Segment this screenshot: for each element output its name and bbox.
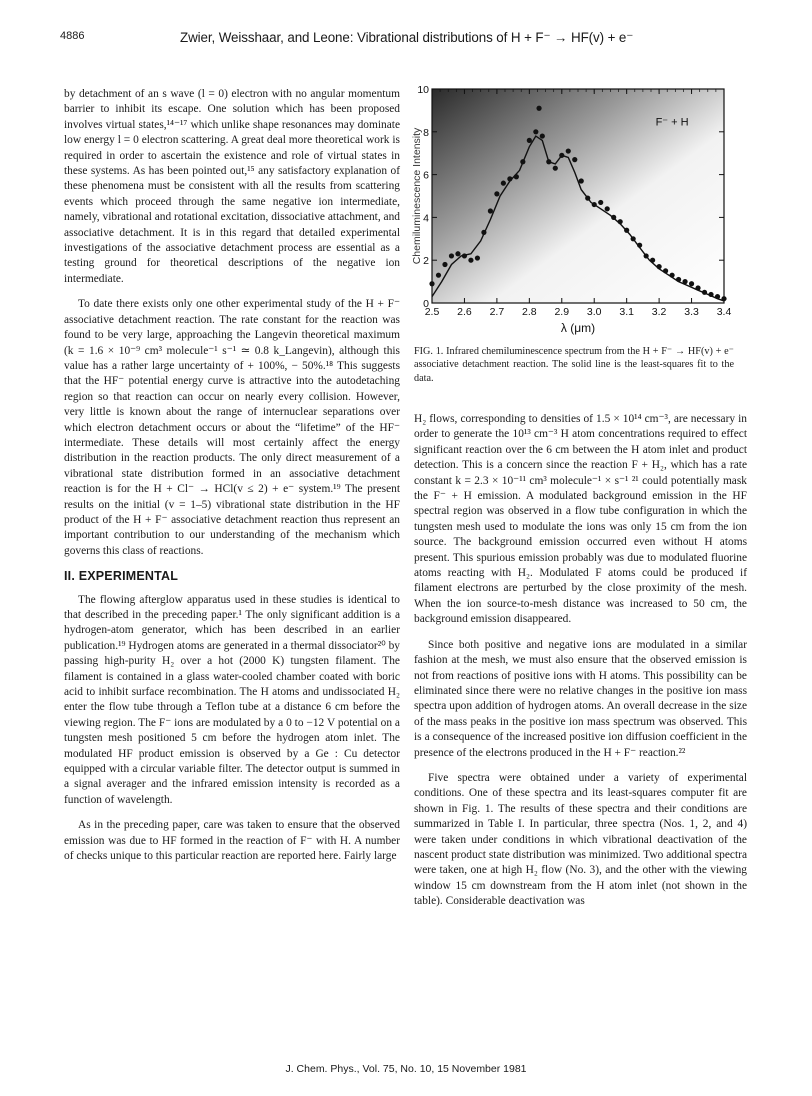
page-header bbox=[60, 30, 762, 52]
data-point bbox=[605, 206, 610, 211]
paragraph-rate-constant: To date there exists only one other experimental study of the H + F⁻ associative detachment reaction. The rate constant for the reaction was found to be very large, approaching the Langevin theoretical maximum (k = 1.6 × 10⁻⁹ cm³ molecule⁻¹ s⁻¹ ≃ 0.8 k_Langevin), although this value has a rather large uncertainty of + 100%, − 50%.¹⁸ This suggests that the HF⁻ potential energy curve is attractive into the autodetaching region so that reaction can occur on nearly every collision. However, very little is known about the range of internuclear separations over which electron detachment occurs or about the “lifetime” of the HF⁻ intermediate. These details will most certainly affect the energy distribution in the reaction products. The only direct measurement of a vibrational state distribution formed in an associative detachment reaction is for the H + Cl⁻ → HCl(v ≤ 2) + e⁻ system.¹⁹ The present results on the initial (v = 1–5) vibrational state distribution in the HF product of the H + F⁻ associative detachment reaction thus represent an important contribution to our understanding of the mechanism which governs this class of reactions. bbox=[64, 298, 400, 557]
inset-label: F⁻ + H bbox=[655, 116, 689, 129]
left-column bbox=[64, 87, 400, 875]
x-tick-label: 3.3 bbox=[684, 306, 699, 318]
figure-1 bbox=[411, 84, 747, 407]
right-column bbox=[414, 412, 747, 920]
paragraph-five-spectra: Five spectra were obtained under a variety of experimental conditions. One of these spectra and its least-squares computer fit are shown in Fig. 1. The results of these spectra and their conditions are summarized in Table I. In particular, three spectra (Nos. 1, 2, and 4) were taken under conditions in which vibrational deactivation of the nascent product state distribution was minimized. Two additional spectra were taken, one at high H₂ flow (No. 3), and the other with the viewing window 15 cm downstream from the H atom inlet (not shown in the table). Considerable deactivation was bbox=[414, 771, 747, 908]
data-point bbox=[566, 148, 571, 153]
data-point bbox=[514, 174, 519, 179]
x-axis-label: λ (μm) bbox=[560, 321, 596, 335]
y-tick-label: 8 bbox=[423, 126, 429, 139]
data-point bbox=[449, 253, 454, 258]
x-tick-label: 2.5 bbox=[424, 306, 440, 318]
y-tick-label: 4 bbox=[423, 212, 429, 225]
data-point bbox=[501, 181, 506, 186]
data-point bbox=[618, 219, 623, 224]
data-point bbox=[598, 200, 603, 205]
data-point bbox=[481, 230, 486, 235]
data-point bbox=[507, 176, 512, 181]
paragraph-checks: As in the preceding paper, care was taken to ensure that the observed emission was due to HF formed in the reaction of F⁻ with H. A number of checks unique to this particular reaction are reported here. Fairly large bbox=[64, 819, 400, 863]
y-axis-label: Chemiluminescence Intensity bbox=[411, 127, 423, 265]
data-point bbox=[708, 292, 713, 297]
data-point bbox=[488, 208, 493, 213]
data-point bbox=[637, 243, 642, 248]
paragraph-virtual-states: by detachment of an s wave (l = 0) electron with no angular momentum barrier to inhibit its escape. One solution which has been proposed involves virtual states,¹⁴⁻¹⁷ which unlike shape resonances may dominate low energy l = 0 electron scattering. A great deal more theoretical work is required in order to ascertain the existence and role of virtual states in these systems. As has been pointed out,¹⁵ any satisfactory explanation of these phenomena must be consistent with all the results from scattering events which proceed through the same negative ion intermediate, namely, vibrational and rotational excitation, dissociative attachment, and associative detachment. It is in this regard that detailed experimental investigations of the associative detachment process are essential as a testing ground for theoretical descriptions of the negative ion intermediate. bbox=[64, 88, 400, 285]
data-point bbox=[572, 157, 577, 162]
x-tick-label: 2.6 bbox=[457, 306, 472, 318]
y-tick-label: 6 bbox=[423, 169, 429, 182]
data-point bbox=[585, 196, 590, 201]
x-tick-label: 2.7 bbox=[489, 306, 505, 318]
data-point bbox=[721, 296, 726, 301]
data-point bbox=[553, 166, 558, 171]
data-point bbox=[644, 253, 649, 258]
page-footer: J. Chem. Phys., Vol. 75, No. 10, 15 November 1981 bbox=[285, 1063, 527, 1075]
x-tick-label: 3.0 bbox=[586, 306, 602, 318]
x-tick-label: 2.8 bbox=[522, 306, 537, 318]
data-point bbox=[650, 258, 655, 263]
data-point bbox=[520, 159, 525, 164]
y-tick-label: 0 bbox=[423, 298, 429, 310]
figure-caption: FIG. 1. Infrared chemiluminescence spectrum from the H + F⁻ → HF(v) + e⁻ associative detachment reaction. The solid line is the least-squares fit to the data. bbox=[414, 346, 734, 384]
data-point bbox=[559, 153, 564, 158]
data-point bbox=[663, 268, 668, 273]
section-heading-experimental: II. EXPERIMENTAL bbox=[64, 569, 179, 584]
data-point bbox=[657, 264, 662, 269]
data-point bbox=[533, 129, 538, 134]
data-point bbox=[579, 178, 584, 183]
page-number: 4886 bbox=[60, 30, 85, 42]
x-tick-label: 3.4 bbox=[716, 306, 732, 318]
data-point bbox=[429, 281, 434, 286]
paragraph-positive-ions: Since both positive and negative ions are modulated in a similar fashion at the mesh, we must also ensure that the observed emission is not from reactions of positive ions with H atoms. This possibility can be eliminated since there were no relative changes in the positive ion mass spectra upon addition of hydrogen atoms. An overall decrease in the size of the mass peaks in the positive ion mass spectrum was observed. This is a consequence of the increased positive ion diffusion coefficient in the presence of the electrons produced in the H + F⁻ reaction.²² bbox=[414, 638, 747, 759]
x-tick-label: 2.9 bbox=[554, 306, 570, 318]
data-point bbox=[462, 253, 467, 258]
data-point bbox=[669, 273, 674, 278]
data-point bbox=[546, 159, 551, 164]
chemiluminescence-chart bbox=[411, 84, 734, 337]
data-point bbox=[527, 138, 532, 143]
x-tick-label: 3.1 bbox=[619, 306, 634, 318]
data-point bbox=[631, 236, 636, 241]
data-point bbox=[475, 255, 480, 260]
data-point bbox=[682, 279, 687, 284]
data-point bbox=[592, 202, 597, 207]
data-point bbox=[695, 285, 700, 290]
data-point bbox=[455, 251, 460, 256]
data-point bbox=[536, 106, 541, 111]
running-title: Zwier, Weisshaar, and Leone: Vibrational distributions of H + F⁻ → HF(v) + e⁻ bbox=[180, 30, 634, 45]
y-tick-label: 10 bbox=[417, 84, 429, 96]
data-point bbox=[715, 294, 720, 299]
data-point bbox=[468, 258, 473, 263]
paragraph-h2-flows: H₂ flows, corresponding to densities of 1.5 × 10¹⁴ cm⁻³, are necessary in order to generate the 10¹³ cm⁻³ H atom concentrations required to effect significant reaction over the 6 cm between the H atom inlet and product detection. This is a concern since the reaction F + H₂, which has a rate constant k = 2.3 × 10⁻¹¹ cm³ molecule⁻¹ × s⁻¹ ²¹ could potentially mask the F⁻ + H emission. A modulated background emission in the HF spectral region was observed in a flow tube configuration in which the tungsten mesh used to modulate the ions was only 15 cm from the ion source. The background emission occurred even without H atoms present. This spurious emission probably was due to modulated fluorine atoms reacting with H₂. Modulated F atoms could be produced if filament electrons are perturbed by the close proximity of the mesh. When the ion source-to-mesh distance was increased to 50 cm, the background emission disappeared. bbox=[414, 413, 747, 626]
data-point bbox=[624, 228, 629, 233]
x-tick-label: 3.2 bbox=[651, 306, 667, 318]
data-point bbox=[442, 262, 447, 267]
data-point bbox=[702, 290, 707, 295]
y-tick-label: 2 bbox=[423, 255, 429, 268]
data-point bbox=[436, 273, 441, 278]
data-point bbox=[676, 277, 681, 282]
paragraph-apparatus: The flowing afterglow apparatus used in these studies is identical to that described in the preceding paper.¹ The only significant addition is a hydrogen-atom generator, which has been described in an earlier publication.¹⁹ Hydrogen atoms are generated in a thermal dissociator²⁰ by passing high-purity H₂ over a hot (2000 K) tungsten filament. The filament is contained in a glass water-cooled chamber coated with boric acid to inhibit surface recombination. The H atoms and undissociated H₂ enter the flow tube through a Teflon tube at a distance 6 cm before the viewing region. The F⁻ ions are modulated by a 0 to −12 V potential on a tungsten mesh positioned 5 cm before the hydrogen atom inlet. The modulated HF product emission is observed by a Ge : Cu detector equipped with a circular variable filter. The detector output is summed in a signal averager and the infrared emission intensity is recorded as a function of wavelength. bbox=[64, 593, 400, 806]
data-point bbox=[689, 281, 694, 286]
data-point bbox=[494, 191, 499, 196]
data-point bbox=[611, 215, 616, 220]
data-point bbox=[540, 133, 545, 138]
